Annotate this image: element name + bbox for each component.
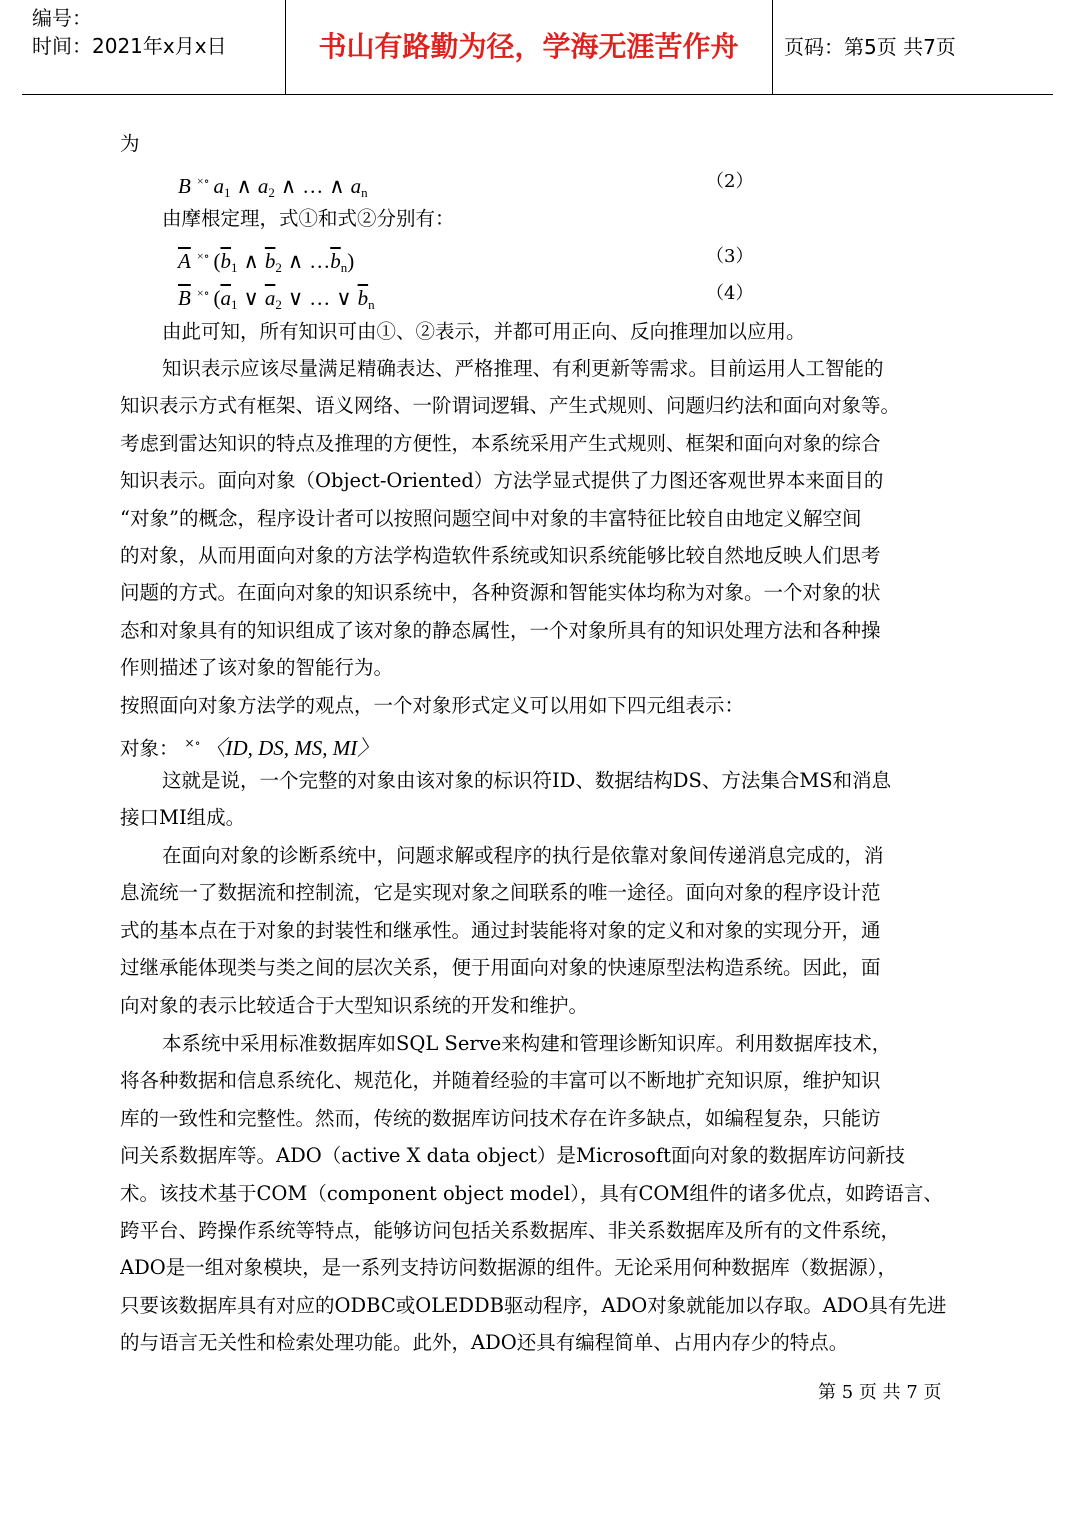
text-line: 由摩根定理，式①和式②分别有： xyxy=(162,207,455,230)
paragraph-line: 作则描述了该对象的智能行为。 xyxy=(120,656,394,679)
paragraph-line: 态和对象具有的知识组成了该对象的静态属性，一个对象所具有的知识处理方法和各种操 xyxy=(120,619,881,642)
page-header xyxy=(22,0,1053,95)
paragraph-line: 式的基本点在于对象的封装性和继承性。通过封装能将对象的定义和对象的实现分开，通 xyxy=(120,919,881,942)
number-label: 编号： xyxy=(32,6,92,30)
paragraph-line: 过继承能体现类与类之间的层次关系，便于用面向对象的快速原型法构造系统。因此，面 xyxy=(120,956,881,979)
paragraph-line: 向对象的表示比较适合于大型知识系统的开发和维护。 xyxy=(120,994,589,1017)
object-formula: 〈ID, DS, MS, MI〉 xyxy=(204,736,379,760)
paragraph-line: 这就是说，一个完整的对象由该对象的标识符ID、数据结构DS、方法集合MS和消息 xyxy=(162,769,892,792)
text-line: 为 xyxy=(120,132,140,155)
paragraph-line: 在面向对象的诊断系统中，问题求解或程序的执行是依靠对象间传递消息完成的，消 xyxy=(162,844,884,867)
paragraph-line: 由此可知，所有知识可由①、②表示，并都可用正向、反向推理加以应用。 xyxy=(162,320,806,343)
paragraph-line: 知识表示。面向对象（Object-Oriented）方法学显式提供了力图还客观世界本来面目的 xyxy=(120,469,884,492)
paragraph-line: “对象”的概念，程序设计者可以按照问题空间中对象的丰富特征比较自由地定义解空间 xyxy=(120,507,862,530)
header-motto: 书山有路勤为径，学海无涯苦作舟 xyxy=(318,30,739,63)
paragraph-line: ADO是一组对象模块，是一系列支持访问数据源的组件。无论采用何种数据库（数据源）， xyxy=(120,1256,897,1279)
paragraph-line: 的对象，从而用面向对象的方法学构造软件系统或知识系统能够比较自然地反映人们思考 xyxy=(120,544,881,567)
header-meta xyxy=(32,4,282,60)
paragraph-line: 接口MI组成。 xyxy=(120,806,246,829)
paragraph-line: 息流统一了数据流和控制流，它是实现对象之间联系的唯一途径。面向对象的程序设计范 xyxy=(120,881,881,904)
paragraph-line: 考虑到雷达知识的特点及推理的方便性，本系统采用产生式规则、框架和面向对象的综合 xyxy=(120,432,881,455)
paragraph-line: 库的一致性和完整性。然而，传统的数据库访问技术存在许多缺点，如编程复杂，只能访 xyxy=(120,1107,881,1130)
equation-2: B ×∘ $a_1$ ∧ $a_2$ ∧ … ∧ $a_n$ xyxy=(178,174,368,200)
object-definition: 对象： ×∘ 〈ID, DS, MS, MI〉 xyxy=(120,736,379,760)
paragraph-line: 问题的方式。在面向对象的知识系统中，各种资源和智能实体均称为对象。一个对象的状 xyxy=(120,581,881,604)
equation-4: $\overline{B}$ ×∘ ($\overline{a}_1$ ∨ $\overline{a}_2$ ∨ … ∨ $\overline{b}_n$ xyxy=(178,286,375,312)
equation-number: （2） xyxy=(706,171,754,192)
paragraph-line: 本系统中采用标准数据库如SQL Serve来构建和管理诊断知识库。利用数据库技术， xyxy=(162,1032,892,1055)
time-label: 时间：2021年x月x日 xyxy=(32,34,227,58)
equation-3: $\overline{A}$ ×∘ ($\overline{b}_1$ ∧ $\overline{b}_2$ ∧ $\dots\overline{b}_n$) xyxy=(178,249,355,275)
paragraph-line: 知识表示应该尽量满足精确表达、严格推理、有利更新等需求。目前运用人工智能的 xyxy=(162,357,884,380)
page-footer: 第 5 页 共 7 页 xyxy=(818,1382,942,1403)
header-page-label: 页码：第5页 共7页 xyxy=(784,35,956,59)
paragraph-line: 按照面向对象方法学的观点，一个对象形式定义可以用如下四元组表示： xyxy=(120,694,745,717)
equation-number: （4） xyxy=(706,283,754,304)
equation-number: （3） xyxy=(706,246,754,267)
object-label: 对象： xyxy=(120,737,179,760)
paragraph-line: 只要该数据库具有对应的ODBC或OLEDDB驱动程序，ADO对象就能加以存取。ADO具有先进 xyxy=(120,1294,947,1317)
header-divider xyxy=(772,0,773,94)
paragraph-line: 术。该技术基于COM（component object model），具有COM组件的诸多优点，如跨语言、 xyxy=(120,1182,943,1205)
paragraph-line: 将各种数据和信息系统化、规范化，并随着经验的丰富可以不断地扩充知识原，维护知识 xyxy=(120,1069,881,1092)
paragraph-line: 问关系数据库等。ADO（active X data object）是Microsoft面向对象的数据库访问新技 xyxy=(120,1144,905,1167)
paragraph-line: 知识表示方式有框架、语义网络、一阶谓词逻辑、产生式规则、问题归约法和面向对象等。 xyxy=(120,394,901,417)
paragraph-line: 的与语言无关性和检索处理功能。此外，ADO还具有编程简单、占用内存少的特点。 xyxy=(120,1331,849,1354)
paragraph-line: 跨平台、跨操作系统等特点，能够访问包括关系数据库、非关系数据库及所有的文件系统， xyxy=(120,1219,901,1242)
